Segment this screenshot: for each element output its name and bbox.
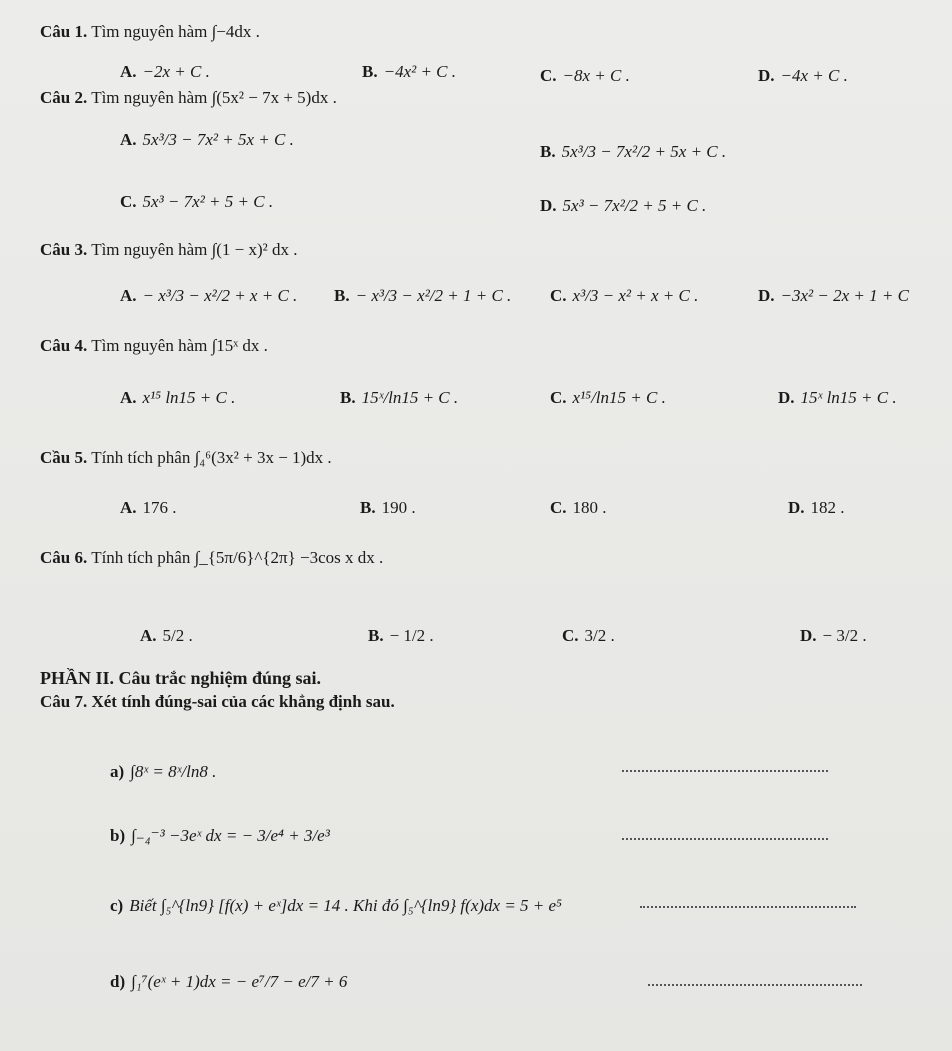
q3-option-a-letter: A. — [120, 286, 137, 305]
statement-a-letter: a) — [110, 762, 125, 781]
question-1-prompt: Tìm nguyên hàm ∫−4dx . — [91, 22, 260, 41]
q5-option-b-text: 190 . — [381, 498, 416, 517]
q3-option-b-letter: B. — [334, 286, 350, 305]
q3-option-d-letter: D. — [758, 286, 775, 305]
q1-option-b-letter: B. — [362, 62, 378, 81]
statement-b-letter: b) — [110, 826, 126, 845]
statement-d-text: ∫₁⁷(eˣ + 1)dx = − e⁷/7 − e/7 + 6 — [131, 972, 348, 991]
q4-option-b-letter: B. — [340, 388, 356, 407]
statement-a — [110, 762, 216, 782]
statement-c-letter: c) — [110, 896, 124, 915]
question-4 — [40, 336, 268, 356]
q2-option-c-text: 5x³ − 7x² + 5 + C . — [142, 192, 274, 211]
q1-option-c[interactable] — [540, 66, 630, 86]
question-3-prompt: Tìm nguyên hàm ∫(1 − x)² dx . — [91, 240, 298, 259]
statement-c-text: Biết ∫₅^{ln9} [f(x) + eˣ]dx = 14 . Khi đó ∫₅^{ln9} f(x)dx = 5 + e⁵ — [129, 896, 562, 915]
q1-option-c-text: −8x + C . — [562, 66, 630, 85]
q2-option-a-text: 5x³/3 − 7x² + 5x + C . — [142, 130, 294, 149]
q4-option-c-text: x¹⁵/ln15 + C . — [572, 388, 666, 407]
part2-heading: PHẦN II. Câu trắc nghiệm đúng sai. — [40, 668, 322, 688]
answer-line-a[interactable] — [622, 770, 828, 772]
question-6-prompt: Tính tích phân ∫_{5π/6}^{2π} −3cos x dx . — [91, 548, 384, 567]
question-7-prompt: Xét tính đúng-sai của các khẳng định sau. — [91, 692, 395, 711]
answer-line-b[interactable] — [622, 838, 828, 840]
q1-option-a-text: −2x + C . — [142, 62, 210, 81]
q6-option-a[interactable] — [140, 626, 193, 646]
q2-option-d[interactable] — [540, 196, 706, 216]
q3-option-c-text: x³/3 − x² + x + C . — [572, 286, 699, 305]
question-1-label: Câu 1. — [40, 22, 88, 41]
q4-option-d-letter: D. — [778, 388, 795, 407]
q1-option-d-letter: D. — [758, 66, 775, 85]
q1-option-a-letter: A. — [120, 62, 137, 81]
q5-option-b-letter: B. — [360, 498, 376, 517]
q5-option-c-text: 180 . — [572, 498, 607, 517]
q1-option-d[interactable] — [758, 66, 848, 86]
q4-option-a-letter: A. — [120, 388, 137, 407]
q3-option-d-text: −3x² − 2x + 1 + C — [780, 286, 909, 305]
q6-option-d[interactable] — [800, 626, 867, 646]
q5-option-b[interactable] — [360, 498, 416, 518]
q6-option-c-text: 3/2 . — [584, 626, 615, 645]
question-5-label: Cầu 5. — [40, 448, 88, 467]
q2-option-b-text: 5x³/3 − 7x²/2 + 5x + C . — [561, 142, 727, 161]
q5-option-a-text: 176 . — [142, 498, 177, 517]
q1-option-d-text: −4x + C . — [780, 66, 848, 85]
statement-a-text: ∫8ˣ = 8ˣ/ln8 . — [130, 762, 217, 781]
question-2-label: Câu 2. — [40, 88, 88, 107]
q1-option-b[interactable] — [362, 62, 456, 82]
question-3-label: Câu 3. — [40, 240, 88, 259]
q2-option-b-letter: B. — [540, 142, 556, 161]
statement-d-letter: d) — [110, 972, 126, 991]
q5-option-c-letter: C. — [550, 498, 567, 517]
statement-c — [110, 896, 562, 916]
q2-option-c[interactable] — [120, 192, 273, 212]
q3-option-d[interactable] — [758, 286, 909, 306]
answer-line-d[interactable] — [648, 984, 862, 986]
question-7 — [40, 692, 395, 712]
question-3 — [40, 240, 298, 260]
question-7-label: Câu 7. — [40, 692, 88, 711]
q4-option-b[interactable] — [340, 388, 458, 408]
q2-option-d-letter: D. — [540, 196, 557, 215]
q5-option-c[interactable] — [550, 498, 607, 518]
q1-option-c-letter: C. — [540, 66, 557, 85]
q1-option-a[interactable] — [120, 62, 210, 82]
statement-b-text: ∫₋₄⁻³ −3eˣ dx = − 3/e⁴ + 3/e³ — [131, 826, 330, 845]
q4-option-d[interactable] — [778, 388, 897, 408]
q3-option-a-text: − x³/3 − x²/2 + x + C . — [142, 286, 298, 305]
q2-option-c-letter: C. — [120, 192, 137, 211]
question-2 — [40, 88, 337, 108]
question-5-prompt: Tính tích phân ∫₄⁶(3x² + 3x − 1)dx . — [91, 448, 332, 467]
q4-option-c-letter: C. — [550, 388, 567, 407]
q6-option-b-text: − 1/2 . — [389, 626, 434, 645]
q4-option-d-text: 15ˣ ln15 + C . — [800, 388, 897, 407]
q2-option-a-letter: A. — [120, 130, 137, 149]
q3-option-b[interactable] — [334, 286, 511, 306]
question-6-label: Câu 6. — [40, 548, 88, 567]
q6-option-b[interactable] — [368, 626, 434, 646]
q3-option-a[interactable] — [120, 286, 297, 306]
q5-option-a[interactable] — [120, 498, 177, 518]
q4-option-c[interactable] — [550, 388, 666, 408]
q4-option-b-text: 15ˣ/ln15 + C . — [361, 388, 459, 407]
q2-option-d-text: 5x³ − 7x²/2 + 5 + C . — [562, 196, 707, 215]
q6-option-c[interactable] — [562, 626, 615, 646]
q6-option-d-letter: D. — [800, 626, 817, 645]
question-5 — [40, 448, 332, 468]
q6-option-d-text: − 3/2 . — [822, 626, 867, 645]
q5-option-a-letter: A. — [120, 498, 137, 517]
q3-option-c-letter: C. — [550, 286, 567, 305]
q4-option-a-text: x¹⁵ ln15 + C . — [142, 388, 236, 407]
answer-line-c[interactable] — [640, 906, 856, 908]
question-4-label: Câu 4. — [40, 336, 88, 355]
q6-option-c-letter: C. — [562, 626, 579, 645]
statement-d — [110, 972, 347, 992]
question-4-prompt: Tìm nguyên hàm ∫15ˣ dx . — [91, 336, 268, 355]
q5-option-d-text: 182 . — [810, 498, 845, 517]
statement-b — [110, 826, 330, 846]
question-2-prompt: Tìm nguyên hàm ∫(5x² − 7x + 5)dx . — [91, 88, 337, 107]
q5-option-d[interactable] — [788, 498, 845, 518]
q6-option-b-letter: B. — [368, 626, 384, 645]
q1-option-b-text: −4x² + C . — [383, 62, 457, 81]
q6-option-a-text: 5/2 . — [162, 626, 193, 645]
q3-option-b-text: − x³/3 − x²/2 + 1 + C . — [355, 286, 512, 305]
question-6 — [40, 548, 383, 568]
q3-option-c[interactable] — [550, 286, 698, 306]
q2-option-b[interactable] — [540, 142, 726, 162]
q4-option-a[interactable] — [120, 388, 235, 408]
question-1 — [40, 22, 260, 42]
q2-option-a[interactable] — [120, 130, 294, 150]
q5-option-d-letter: D. — [788, 498, 805, 517]
q6-option-a-letter: A. — [140, 626, 157, 645]
